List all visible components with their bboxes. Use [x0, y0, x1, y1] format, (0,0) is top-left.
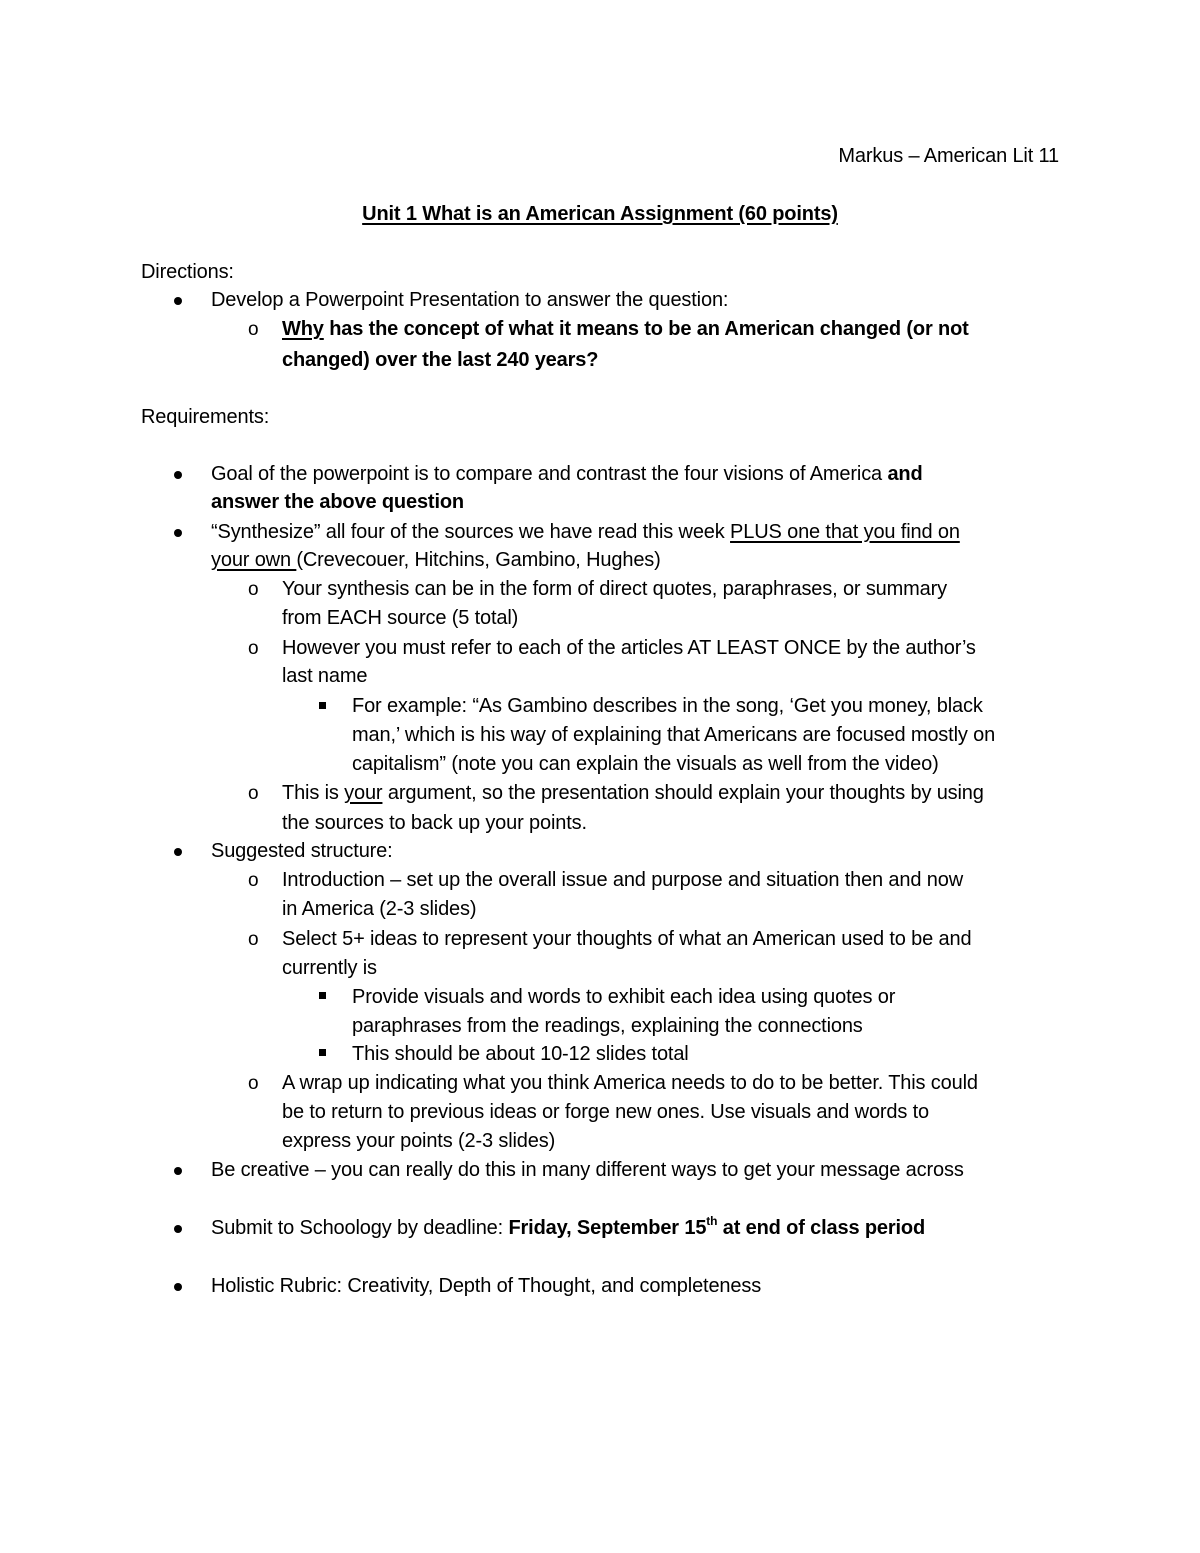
synthesize-text: “Synthesize” all four of the sources we have read this week — [211, 521, 731, 543]
circle-bullet-icon: o — [248, 1073, 259, 1094]
your-word: your — [344, 782, 383, 804]
bullet-dot-icon — [174, 297, 182, 305]
bullet-dot-icon — [174, 1283, 182, 1291]
goal-text: Goal of the powerpoint is to compare and contrast the four visions of America — [211, 463, 888, 485]
argument-line-1 — [282, 779, 984, 808]
wrap-line-3: express your points (2-3 slides) — [282, 1130, 556, 1152]
argument-line-2: the sources to back up your points. — [282, 812, 587, 834]
directions-question-line-1 — [282, 315, 969, 344]
goal-line-2: answer the above question — [211, 491, 464, 513]
circle-bullet-icon: o — [248, 783, 259, 804]
refer-line-1: However you must refer to each of the articles AT LEAST ONCE by the author’s — [282, 637, 976, 659]
slides-total-line: This should be about 10-12 slides total — [352, 1043, 689, 1065]
argument-pre: This is — [282, 782, 345, 804]
deadline-time: at end of class period — [717, 1217, 926, 1239]
circle-bullet-icon: o — [248, 319, 259, 340]
structure-heading: Suggested structure: — [211, 840, 393, 862]
square-bullet-icon — [319, 1049, 326, 1056]
synthesize-line-2 — [211, 546, 661, 575]
circle-bullet-icon: o — [248, 638, 259, 659]
directions-item-1: Develop a Powerpoint Presentation to answer the question: — [211, 289, 729, 311]
bullet-dot-icon — [174, 471, 182, 479]
refer-line-2: last name — [282, 665, 368, 687]
bullet-dot-icon — [174, 848, 182, 856]
select-line-2: currently is — [282, 957, 377, 979]
intro-line-1: Introduction – set up the overall issue and purpose and situation then and now — [282, 869, 963, 891]
example-line-2: man,’ which is his way of explaining that Americans are focused mostly on — [352, 724, 996, 746]
argument-post: argument, so the presentation should explain your thoughts by using — [382, 782, 984, 804]
synthesize-line-1 — [211, 518, 960, 547]
wrap-line-1: A wrap up indicating what you think America needs to do to be better. This could — [282, 1072, 978, 1094]
directions-heading: Directions: — [141, 261, 234, 283]
assignment-title: Unit 1 What is an American Assignment (60 points) — [362, 203, 838, 225]
intro-line-2: in America (2-3 slides) — [282, 898, 477, 920]
deadline-suffix: th — [706, 1214, 718, 1228]
question-rest-1: has the concept of what it means to be an American changed (or not — [323, 318, 969, 340]
square-bullet-icon — [319, 702, 326, 709]
square-bullet-icon — [319, 992, 326, 999]
synthesis-form-line-1: Your synthesis can be in the form of direct quotes, paraphrases, or summary — [282, 578, 948, 600]
circle-bullet-icon: o — [248, 870, 259, 891]
plus-one-text: PLUS one that you find on — [730, 521, 960, 543]
creative-line: Be creative – you can really do this in many different ways to get your message across — [211, 1159, 964, 1181]
visuals-line-2: paraphrases from the readings, explaining the connections — [352, 1015, 863, 1037]
deadline-date: Friday, September 15 — [508, 1217, 707, 1239]
rubric-line: Holistic Rubric: Creativity, Depth of Thought, and completeness — [211, 1275, 762, 1297]
circle-bullet-icon: o — [248, 579, 259, 600]
goal-bold-and: and — [887, 463, 923, 485]
example-line-3: capitalism” (note you can explain the visuals as well from the video) — [352, 753, 939, 775]
visuals-line-1: Provide visuals and words to exhibit each idea using quotes or — [352, 986, 896, 1008]
author-course-line: Markus – American Lit 11 — [838, 145, 1059, 167]
directions-question-line-2: changed) over the last 240 years? — [282, 349, 599, 371]
your-own-text: your own — [211, 549, 297, 571]
select-line-1: Select 5+ ideas to represent your thoughts of what an American used to be and — [282, 928, 972, 950]
synthesis-form-line-2: from EACH source (5 total) — [282, 607, 519, 629]
wrap-line-2: be to return to previous ideas or forge new ones. Use visuals and words to — [282, 1101, 930, 1123]
submit-line — [211, 1214, 925, 1243]
why-word: Why — [282, 318, 324, 340]
bullet-dot-icon — [174, 1167, 182, 1175]
submit-text: Submit to Schoology by deadline: — [211, 1217, 509, 1239]
example-line-1: For example: “As Gambino describes in the song, ‘Get you money, black — [352, 695, 983, 717]
requirements-heading: Requirements: — [141, 406, 270, 428]
goal-line-1 — [211, 460, 923, 489]
bullet-dot-icon — [174, 1225, 182, 1233]
circle-bullet-icon: o — [248, 929, 259, 950]
bullet-dot-icon — [174, 529, 182, 537]
sources-list: (Crevecouer, Hitchins, Gambino, Hughes) — [296, 549, 661, 571]
